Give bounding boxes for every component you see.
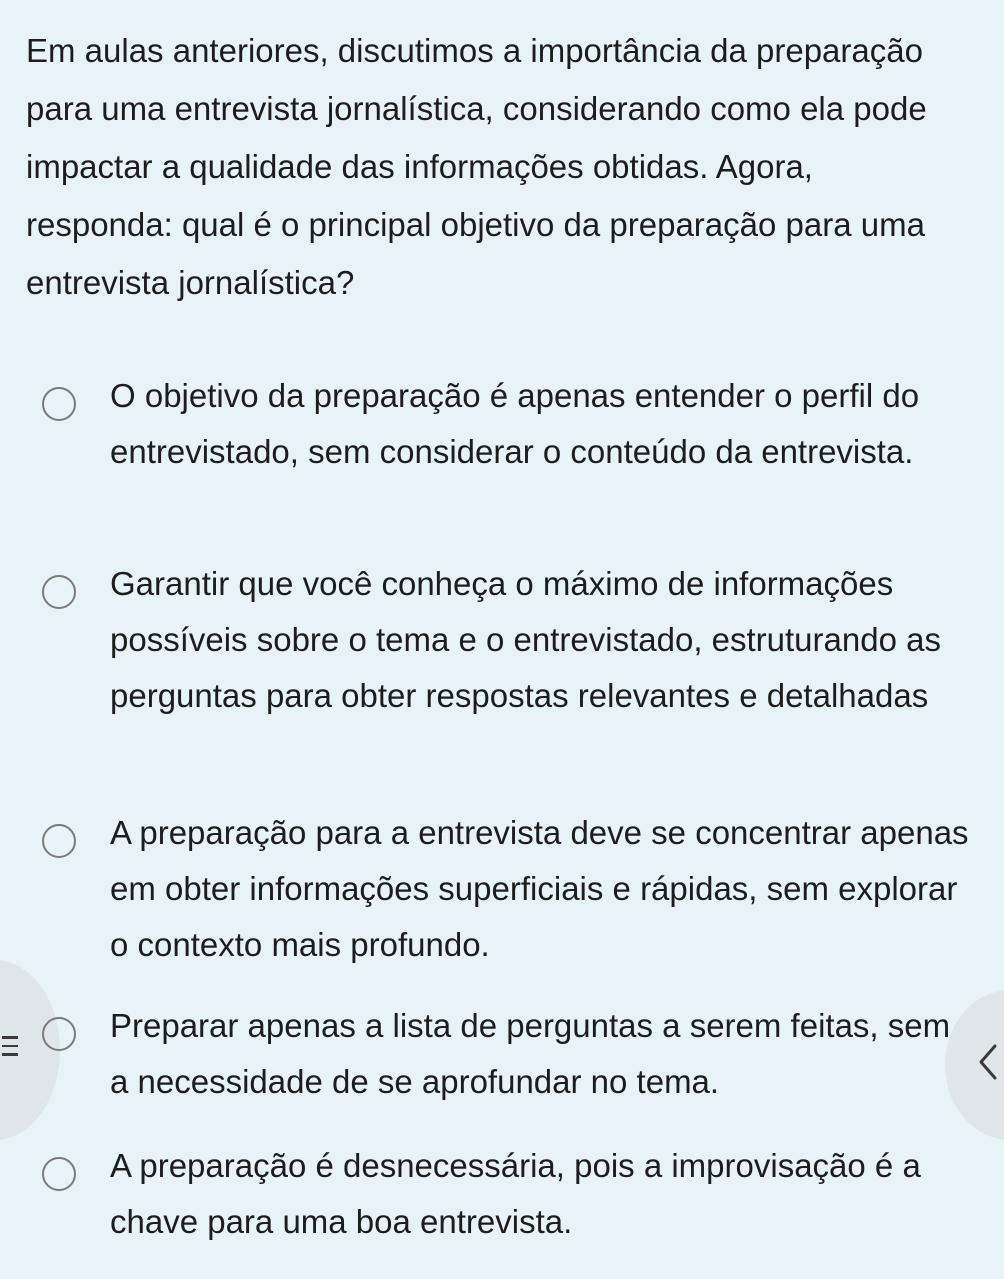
- radio-button[interactable]: [42, 575, 76, 609]
- chevron-left-icon: [975, 1042, 1001, 1082]
- option-text: Garantir que você conheça o máximo de informações possíveis sobre o tema e o entrevistado, estruturando as perguntas para obter respostas relevantes e detalhadas: [110, 565, 941, 714]
- radio-button[interactable]: [42, 1017, 76, 1051]
- menu-icon: [2, 1036, 18, 1058]
- radio-button[interactable]: [42, 387, 76, 421]
- radio-button[interactable]: [42, 1157, 76, 1191]
- question-text: Em aulas anteriores, discutimos a importância da preparação para uma entrevista jornalística, considerando como ela pode impactar a qualidade das informações obtidas. Agora, responda: qual é o principal objetivo da preparação para uma entrevista jornalística?: [26, 32, 927, 301]
- radio-button[interactable]: [42, 824, 76, 858]
- option-text: A preparação para a entrevista deve se concentrar apenas em obter informações superficiais e rápidas, sem explorar o contexto mais profundo.: [110, 814, 969, 963]
- option-text: A preparação é desnecessária, pois a improvisação é a chave para uma boa entrevista.: [110, 1147, 921, 1240]
- option-text: Preparar apenas a lista de perguntas a serem feitas, sem a necessidade de se aprofundar no tema.: [110, 1007, 951, 1100]
- option-text: O objetivo da preparação é apenas entender o perfil do entrevistado, sem considerar o conteúdo da entrevista.: [110, 377, 920, 470]
- menu-button[interactable]: [0, 960, 60, 1140]
